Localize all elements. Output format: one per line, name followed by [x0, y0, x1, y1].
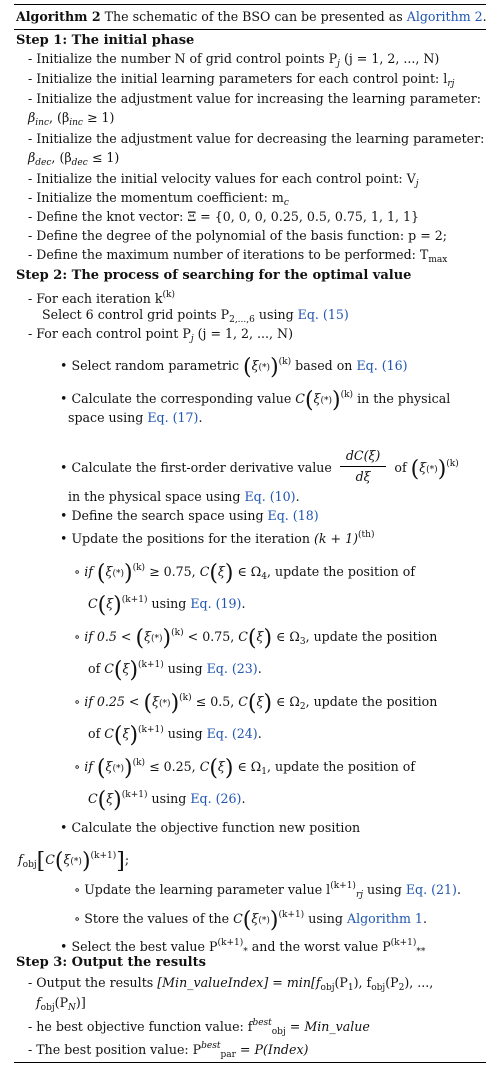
eq26-link[interactable]: Eq. (26)	[190, 791, 242, 806]
case-3b: of $C(\xi)^{(k+1)}$ using Eq. (24).	[88, 723, 262, 748]
step2-for-iter: - For each iteration $k^{(k)}$	[28, 290, 176, 306]
step1-line-5: - Initialize the initial velocity values for each control point: $V_j$	[28, 171, 419, 189]
bullet-deriv: • Calculate the first-order derivative value $\frac{dC(\xi)}{d\xi}$ of $(\xi(*))^{(k)}$	[60, 448, 459, 484]
step1-line-6: - Initialize the momentum coefficient: $m_c$	[28, 190, 289, 208]
caption-ref-link[interactable]: Algorithm 2	[406, 9, 483, 24]
eq18-link[interactable]: Eq. (18)	[267, 508, 319, 523]
step1-line-2: - Initialize the initial learning parameters for each control point: $l_{rj}$	[28, 71, 455, 89]
step2-heading: Step 2: The process of searching for the optimal value	[16, 268, 412, 283]
case-2b: of $C(\xi)^{(k+1)}$ using Eq. (23).	[88, 658, 262, 683]
step3-heading: Step 3: Output the results	[16, 955, 206, 970]
eq19-link[interactable]: Eq. (19)	[190, 596, 242, 611]
algorithm-caption: Algorithm 2 The schematic of the BSO can be presented as Algorithm 2.	[16, 9, 487, 24]
case-1b: $C(\xi)^{(k+1)}$ using Eq. (19).	[88, 593, 246, 618]
step1-line-8: - Define the degree of the polynomial of the basis function: p = 2;	[28, 228, 448, 243]
caption-text: The schematic of the BSO can be presented as	[104, 9, 403, 24]
bullet-calc-2: space using Eq. (17).	[68, 410, 203, 425]
bullet-obj: • Calculate the objective function new position	[60, 820, 361, 835]
algorithm1-link[interactable]: Algorithm 1	[347, 911, 423, 926]
caption-rule	[14, 29, 486, 30]
caption-label: Algorithm 2	[16, 9, 101, 24]
step3-line-3: - The best position value: $P^{best}_{par}$ = P(Index)	[28, 1041, 309, 1060]
step3-line-1b: $f_{obj}(P_N)$]	[36, 995, 86, 1013]
eq24-link[interactable]: Eq. (24)	[206, 726, 258, 741]
step1-line-4b: $\beta_{dec}$, $(\beta_{dec} \le 1)$	[28, 150, 120, 168]
case-4: ∘ if $(\xi(*))^{(k)} \le 0.25$, C(ξ) ∈ $\Omega_1$, update the position of	[74, 756, 416, 781]
step3-line-1: - Output the results [Min_valueIndex] = $\min[f_{obj}(P_1)$, $f_{obj}(P_2)$, ...,	[28, 975, 434, 993]
case-3: ∘ if $0.25 < (\xi(*))^{(k)} \le 0.5$, C(ξ) ∈ $\Omega_2$, update the position	[74, 691, 438, 716]
bullet-update: • Update the positions for the iteration $(k + 1)^{(th)}$	[60, 530, 375, 546]
eq23-link[interactable]: Eq. (23)	[206, 661, 258, 676]
step1-heading: Step 1: The initial phase	[16, 33, 195, 48]
bullet-best: • Select the best value $P^{(k+1)}_*$ and the worst value $P^{(k+1)}_{**}$	[60, 938, 426, 957]
step1-line-3b: $\beta_{inc}$, $(\beta_{inc} \ge 1)$	[28, 110, 115, 128]
case-2: ∘ if $0.5 < (\xi(*))^{(k)} < 0.75$, C(ξ) ∈ $\Omega_3$, update the position	[74, 626, 438, 651]
case-4b: $C(\xi)^{(k+1)}$ using Eq. (26).	[88, 788, 246, 813]
case-1: ∘ if $(\xi(*))^{(k)} \ge 0.75$, C(ξ) ∈ $\Omega_4$, update the position of	[74, 561, 416, 586]
step1-line-1: - Initialize the number N of grid control points $P_j$ (j = 1, 2, ..., N)	[28, 51, 440, 69]
bottom-rule	[14, 1062, 486, 1063]
sub-store: ∘ Store the values of the $C(\xi(*))^{(k+1)}$ using Algorithm 1.	[74, 908, 427, 933]
eq21-link[interactable]: Eq. (21)	[405, 882, 457, 897]
bullet-search: • Define the search space using Eq. (18)	[60, 508, 319, 523]
bullet-obj-formula: $f_{obj}[C(\xi(*))^{(k+1)}]$;	[18, 849, 130, 874]
eq10-link[interactable]: Eq. (10)	[244, 489, 296, 504]
step1-line-9: - Define the maximum number of iterations to be performed: $T_{max}$	[28, 247, 448, 265]
sub-update-lr: ∘ Update the learning parameter value $l^{(k+1)}_{rj}$ using Eq. (21).	[74, 881, 461, 900]
eq15-link[interactable]: Eq. (15)	[297, 307, 349, 322]
top-rule	[14, 4, 486, 5]
step2-for-cp: - For each control point $P_j$ (j = 1, 2, ..., N)	[28, 326, 293, 344]
bullet-deriv-2: in the physical space using Eq. (10).	[68, 489, 300, 504]
step1-line-3: - Initialize the adjustment value for increasing the learning parameter:	[28, 91, 481, 106]
eq16-link[interactable]: Eq. (16)	[356, 358, 408, 373]
bullet-calc: • Calculate the corresponding value $C(\xi(*))^{(k)}$ in the physical	[60, 388, 451, 413]
eq17-link[interactable]: Eq. (17)	[147, 410, 199, 425]
step1-line-7: - Define the knot vector: Ξ = {0, 0, 0, 0.25, 0.5, 0.75, 1, 1, 1}	[28, 209, 420, 224]
bullet-random: • Select random parametric $(\xi(*))^{(k)}$ based on Eq. (16)	[60, 355, 408, 380]
step2-select6: Select 6 control grid points $P_{2,...,6}$ using Eq. (15)	[42, 307, 349, 325]
step3-line-2: - he best objective function value: $f^{best}_{obj}$ = Min_value	[28, 1018, 370, 1037]
step1-line-4: - Initialize the adjustment value for decreasing the learning parameter:	[28, 131, 485, 146]
